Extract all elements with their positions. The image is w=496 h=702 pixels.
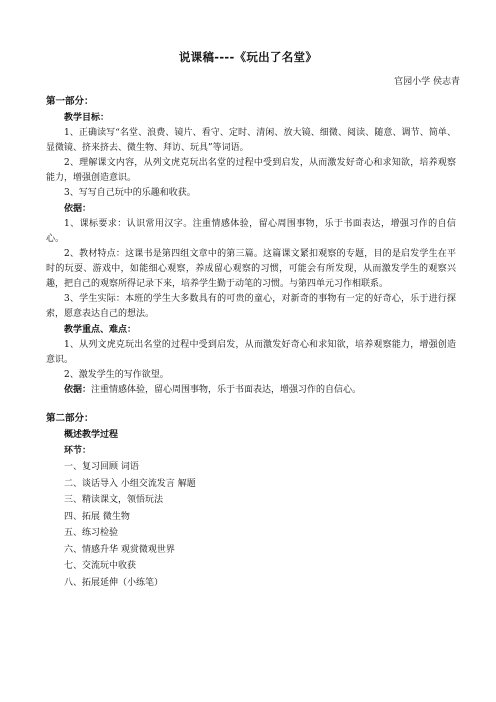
step-item: 七、交流玩中收获: [64, 561, 137, 571]
objective-item: 2、理解课文内容，从列文虎克玩出名堂的过程中受到启发，从而激发好奇心和求知欲，培养观察能力，增强创造意识。: [46, 158, 456, 183]
steps-heading: 环节：: [64, 446, 92, 456]
document-title: 说课稿----《玩出了名堂》: [178, 50, 318, 64]
part1-heading: 第一部分：: [46, 96, 94, 107]
keypoint-item: 2、激发学生的写作欲望。: [64, 370, 169, 380]
objective-item: 3、写写自己玩中的乐趣和收获。: [64, 188, 196, 198]
step-item: 一、复习回顾 词语: [64, 462, 139, 472]
basis2-text: 注重情感体验，留心周围事物，乐于书面表达，增强习作的自信心。: [91, 385, 362, 395]
step-item: 二、谈话导入 小组交流发言 解题: [64, 478, 196, 489]
document-body: [46, 94, 456, 591]
basis-item: 1、课标要求：认识常用汉字。注重情感体验，留心周围事物，乐于书面表达，增强习作的自信心。: [46, 219, 456, 244]
objective-item: 1、正确读写“名堂、浪费、镜片、看守、定时、清闲、放大镜、细微、阅读、随意、调节、简单、显微镜、挤来挤去、微生物、拜访、玩具”等词语。: [46, 128, 456, 153]
step-item: 三、精读课文，领悟玩法: [64, 495, 164, 505]
step-item: 八、拓展延伸（小练笔）: [64, 577, 164, 588]
part2-heading: 第二部分：: [46, 413, 94, 424]
basis-item: 2、教材特点：这课书是第四组文章中的第三篇。这篇课文紧扣观察的专题，目的是启发学生在平时的玩耍、游戏中，如能细心观察，养成留心观察的习惯，可能会有所发现，从而激发学生的观察兴趣，把自己的观察所得记录下来，培养学生勤于动笔的习惯。与第四单元习作相联系。: [46, 249, 456, 289]
keypoints-heading: 教学重点、难点：: [64, 325, 137, 335]
basis-heading: 依据：: [64, 204, 92, 214]
basis2-label: 依据：: [64, 385, 92, 395]
basis2-paragraph: [46, 383, 456, 398]
step-item: 五、练习检验: [64, 528, 119, 538]
keypoint-item: 1、从列文虎克玩出名堂的过程中受到启发，从而激发好奇心和求知欲，培养观察能力，增强创造意识。: [46, 340, 456, 365]
objectives-heading: 教学目标：: [64, 113, 110, 123]
overview-heading: 概述教学过程: [64, 430, 119, 440]
author-line: 官园小学 侯志青: [394, 77, 460, 87]
basis-item: 3、学生实际：本班的学生大多数具有的可贵的童心，对新奇的事物有一定的好奇心，乐于进行探索，愿意表达自己的想法。: [46, 294, 456, 319]
step-item: 六、情感升华 观赏微观世界: [64, 544, 175, 555]
step-item: 四、拓展 微生物: [64, 511, 130, 522]
